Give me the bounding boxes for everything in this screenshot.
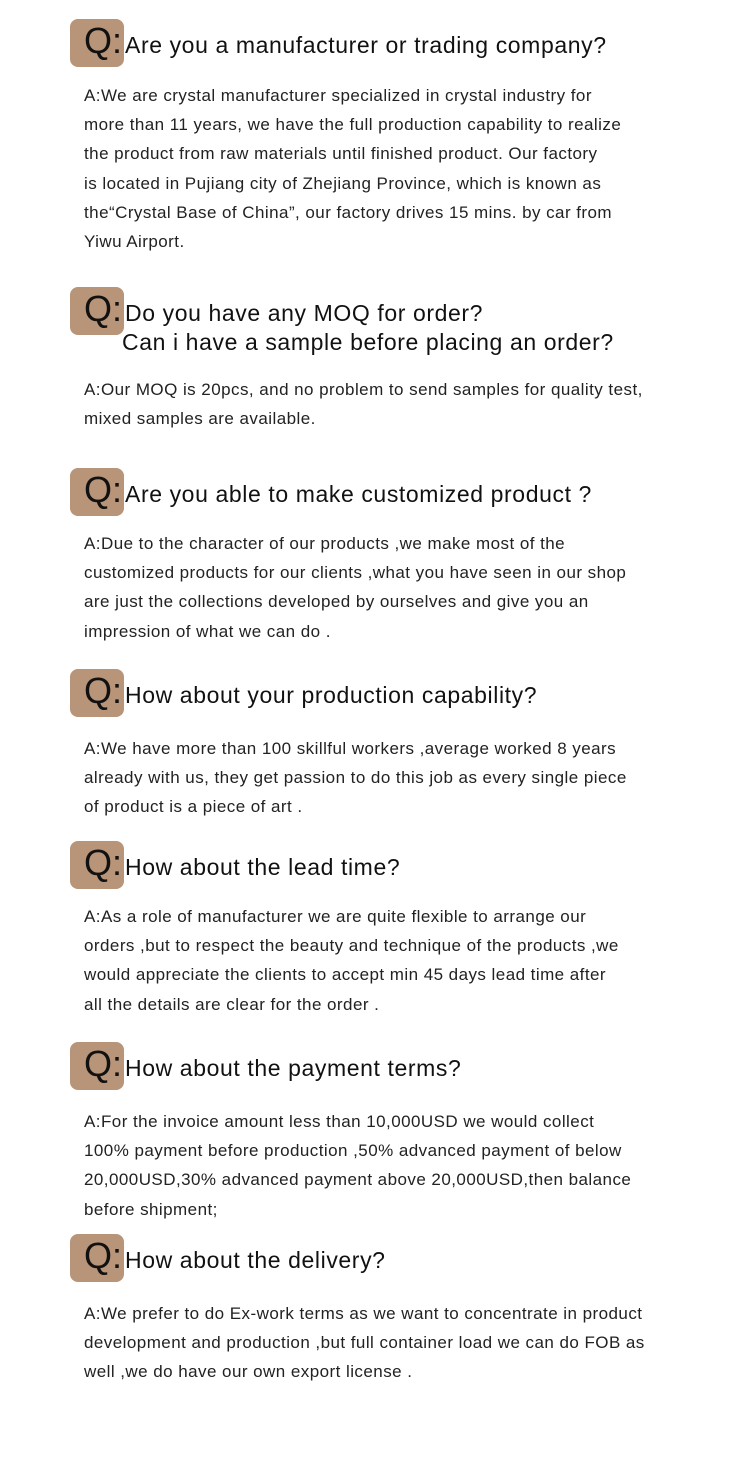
answer-line: A:We have more than 100 skillful workers ,average worked 8 years <box>84 739 617 758</box>
answer-text <box>84 734 694 822</box>
answer-text <box>84 81 694 256</box>
q-label: Q: <box>84 1043 123 1084</box>
answer-line: 100% payment before production ,50% advanced payment of below <box>84 1141 622 1161</box>
answer-text <box>84 375 694 433</box>
answer-line: mixed samples are available. <box>84 409 316 429</box>
question-line: How about the delivery? <box>125 1247 386 1273</box>
answer-line: of product is a piece of art . <box>84 797 303 817</box>
answer-line: are just the collections developed by ourselves and give you an <box>84 592 589 612</box>
answer-line: Yiwu Airport. <box>84 232 185 252</box>
answer-line: A:For the invoice amount less than 10,000USD we would collect <box>84 1112 595 1131</box>
answer-line: the“Crystal Base of China”, our factory drives 15 mins. by car from <box>84 202 613 222</box>
answer-line: the product from raw materials until finished product. Our factory <box>84 144 598 164</box>
q-label: Q: <box>84 670 123 711</box>
q-label: Q: <box>84 20 123 61</box>
question-line: How about the payment terms? <box>125 1055 462 1081</box>
answer-line: already with us, they get passion to do this job as every single piece <box>84 768 627 788</box>
answer-line: impression of what we can do . <box>84 621 331 641</box>
question-line: How about your production capability? <box>125 682 538 708</box>
answer-text <box>84 529 694 646</box>
answer-line: before shipment; <box>84 1199 218 1219</box>
q-label: Q: <box>84 1235 123 1276</box>
answer-line: all the details are clear for the order . <box>84 994 380 1014</box>
answer-line: orders ,but to respect the beauty and technique of the products ,we <box>84 936 619 956</box>
question-text <box>122 299 614 357</box>
question-line: Are you a manufacturer or trading company? <box>125 32 607 58</box>
answer-line: is located in Pujiang city of Zhejiang Province, which is known as <box>84 173 602 193</box>
answer-line: A:As a role of manufacturer we are quite flexible to arrange our <box>84 907 587 926</box>
question-text <box>125 1054 461 1083</box>
answer-text <box>84 902 694 1019</box>
answer-line: well ,we do have our own export license . <box>84 1362 413 1382</box>
answer-line: A:Due to the character of our products ,we make most of the <box>84 534 566 553</box>
question-line: Do you have any MOQ for order? <box>125 300 484 326</box>
answer-line: customized products for our clients ,what you have seen in our shop <box>84 563 627 583</box>
answer-line: 20,000USD,30% advanced payment above 20,000USD,then balance <box>84 1170 632 1190</box>
answer-text <box>84 1299 694 1387</box>
q-label: Q: <box>84 288 123 329</box>
answer-line: more than 11 years, we have the full production capability to realize <box>84 115 622 135</box>
answer-line: A:We prefer to do Ex-work terms as we want to concentrate in product <box>84 1304 643 1323</box>
question-text <box>125 31 607 60</box>
question-line: How about the lead time? <box>125 854 401 880</box>
answer-line: A:We are crystal manufacturer specialized in crystal industry for <box>84 86 592 105</box>
answer-line: development and production ,but full container load we can do FOB as <box>84 1333 645 1353</box>
question-text <box>125 1246 386 1275</box>
question-text <box>125 681 537 710</box>
q-label: Q: <box>84 842 123 883</box>
q-label: Q: <box>84 469 123 510</box>
question-text <box>125 853 400 882</box>
question-text <box>125 480 592 509</box>
answer-line: would appreciate the clients to accept min 45 days lead time after <box>84 965 607 985</box>
question-line-2: Can i have a sample before placing an order? <box>122 329 614 355</box>
question-line: Are you able to make customized product ? <box>125 481 592 507</box>
answer-text <box>84 1107 694 1224</box>
answer-line: A:Our MOQ is 20pcs, and no problem to send samples for quality test, <box>84 380 643 399</box>
